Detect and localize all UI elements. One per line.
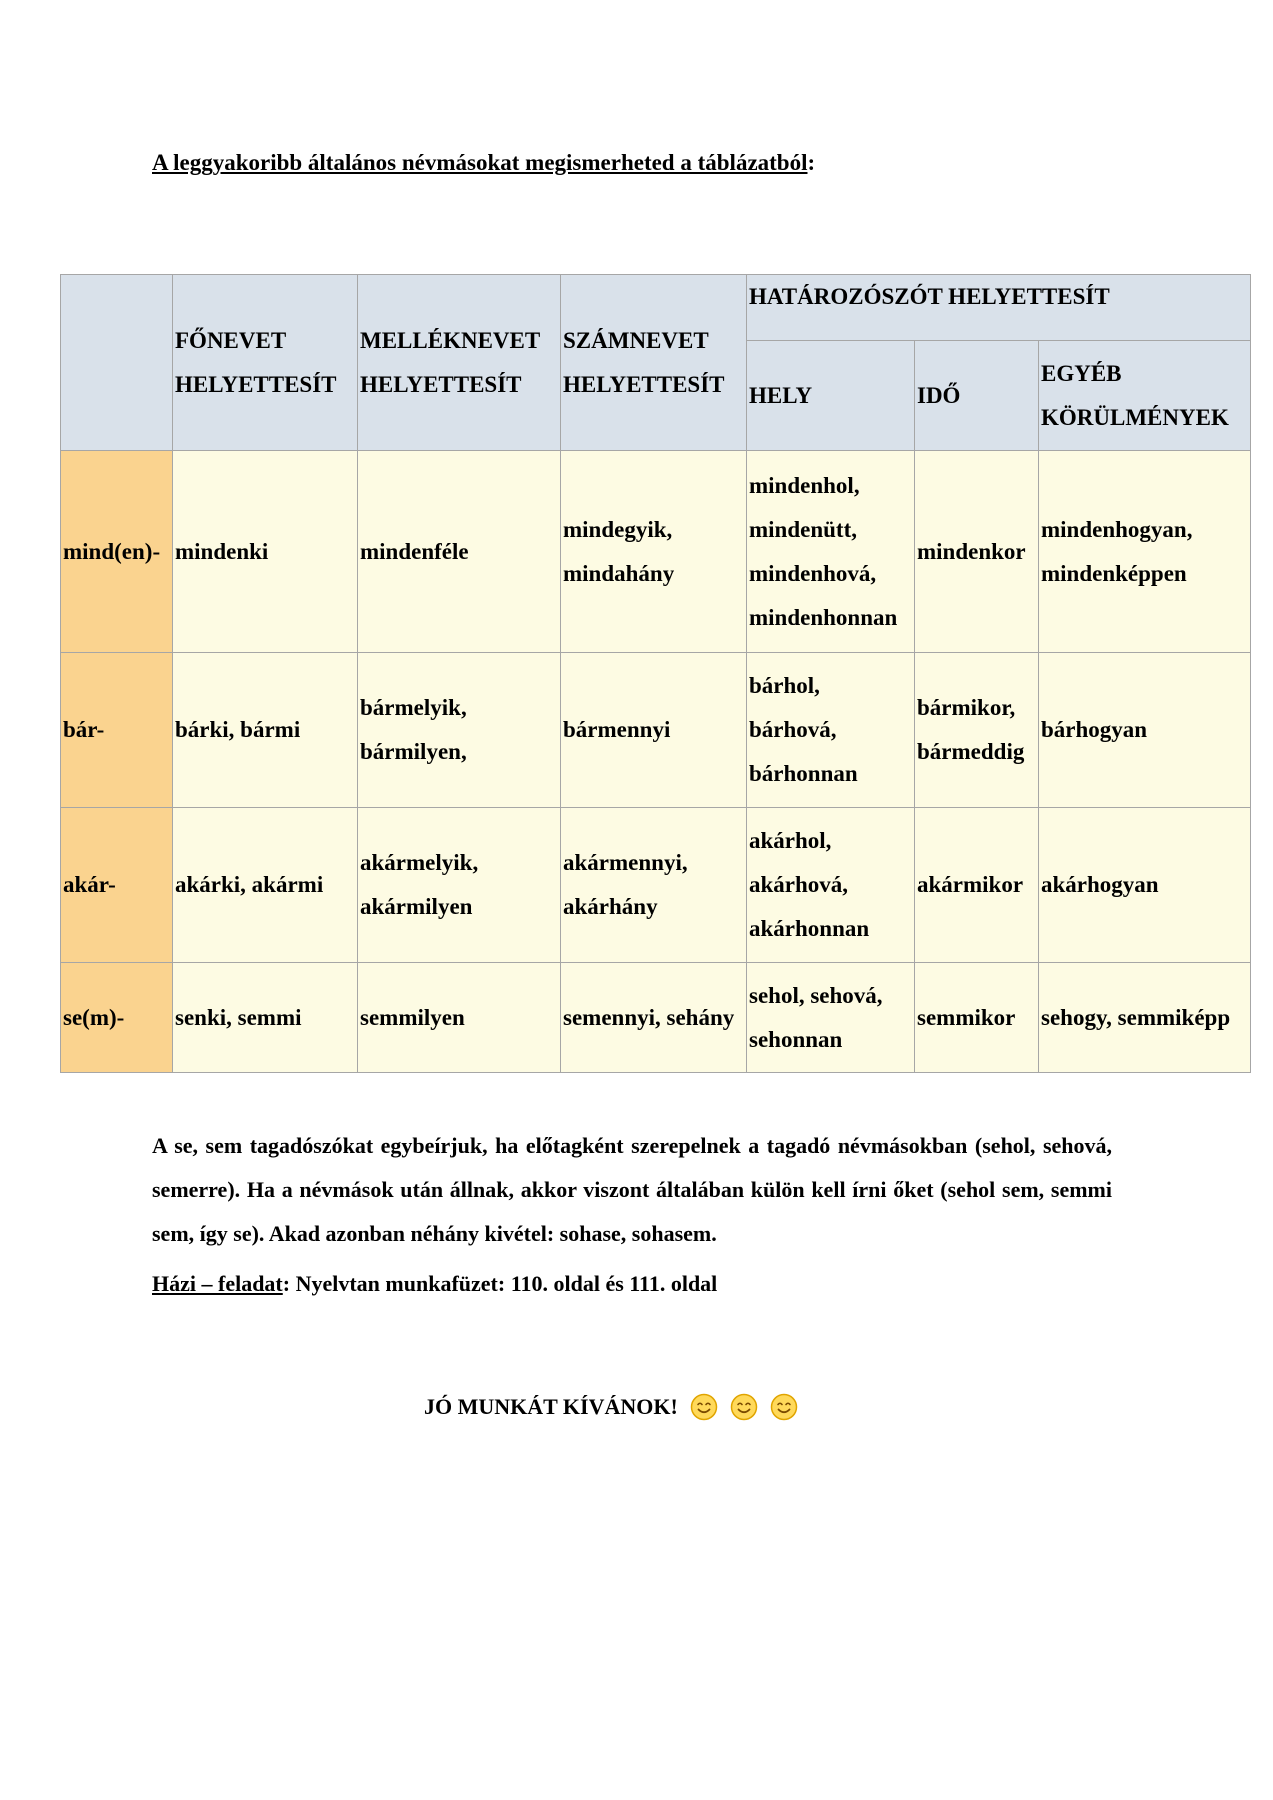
cell-other: mindenhogyan, mindenképpen bbox=[1039, 451, 1251, 653]
header-adjective: MELLÉKNEVET HELYETTESÍT bbox=[358, 275, 561, 451]
header-place: HELY bbox=[747, 341, 915, 451]
table-row bbox=[61, 808, 1251, 963]
header-other: EGYÉB KÖRÜLMÉNYEK bbox=[1039, 341, 1251, 451]
cell-time: mindenkor bbox=[915, 451, 1039, 653]
cell-place: sehol, sehová, sehonnan bbox=[747, 963, 915, 1073]
cell-noun: mindenki bbox=[173, 451, 358, 653]
table-row bbox=[61, 451, 1251, 653]
cell-adjective: mindenféle bbox=[358, 451, 561, 653]
cell-other: sehogy, semmiképp bbox=[1039, 963, 1251, 1073]
cell-noun: senki, semmi bbox=[173, 963, 358, 1073]
homework-label: Házi – feladat bbox=[152, 1271, 283, 1296]
header-numeral: SZÁMNEVET HELYETTESÍT bbox=[561, 275, 747, 451]
cell-time: akármikor bbox=[915, 808, 1039, 963]
row-prefix: se(m)- bbox=[61, 963, 173, 1073]
cell-place: bárhol, bárhová, bárhonnan bbox=[747, 653, 915, 808]
header-noun: FŐNEVET HELYETTESÍT bbox=[173, 275, 358, 451]
cell-place: mindenhol, mindenütt, mindenhová, mindenhonnan bbox=[747, 451, 915, 653]
pronoun-table bbox=[60, 274, 1251, 1073]
table-row bbox=[61, 653, 1251, 808]
page-heading bbox=[152, 150, 815, 176]
smiley-icon bbox=[770, 1393, 798, 1421]
cell-numeral: bármennyi bbox=[561, 653, 747, 808]
closing-text: JÓ MUNKÁT KÍVÁNOK! bbox=[424, 1394, 678, 1419]
cell-noun: bárki, bármi bbox=[173, 653, 358, 808]
cell-place: akárhol, akárhová, akárhonnan bbox=[747, 808, 915, 963]
corner-cell bbox=[61, 275, 173, 451]
smiley-icon bbox=[730, 1393, 758, 1421]
heading-colon: : bbox=[807, 150, 816, 175]
header-adverbial-group: HATÁROZÓSZÓT HELYETTESÍT bbox=[747, 275, 1251, 341]
row-prefix: bár- bbox=[61, 653, 173, 808]
cell-other: akárhogyan bbox=[1039, 808, 1251, 963]
cell-time: bármikor, bármeddig bbox=[915, 653, 1039, 808]
cell-numeral: semennyi, sehány bbox=[561, 963, 747, 1073]
cell-other: bárhogyan bbox=[1039, 653, 1251, 808]
cell-adjective: bármelyik, bármilyen, bbox=[358, 653, 561, 808]
closing-line bbox=[424, 1393, 798, 1421]
homework-text: : Nyelvtan munkafüzet: 110. oldal és 111. oldal bbox=[282, 1271, 718, 1296]
cell-numeral: akármennyi, akárhány bbox=[561, 808, 747, 963]
table-row bbox=[61, 963, 1251, 1073]
row-prefix: mind(en)- bbox=[61, 451, 173, 653]
smiley-icon bbox=[690, 1393, 718, 1421]
cell-adjective: semmilyen bbox=[358, 963, 561, 1073]
row-prefix: akár- bbox=[61, 808, 173, 963]
heading-text: A leggyakoribb általános névmásokat megismerheted a táblázatból bbox=[152, 150, 808, 175]
cell-adjective: akármelyik, akármilyen bbox=[358, 808, 561, 963]
cell-numeral: mindegyik, mindahány bbox=[561, 451, 747, 653]
cell-noun: akárki, akármi bbox=[173, 808, 358, 963]
homework-line bbox=[152, 1271, 717, 1297]
rule-paragraph: A se, sem tagadószókat egybeírjuk, ha előtagként szerepelnek a tagadó névmásokban (sehol, sehová, semerre). Ha a névmások után állnak, akkor viszont általában külön kell írni őket (sehol sem, semmi sem, így se). Akad azonban néhány kivétel: sohase, sohasem. bbox=[152, 1133, 1112, 1246]
cell-time: semmikor bbox=[915, 963, 1039, 1073]
header-time: IDŐ bbox=[915, 341, 1039, 451]
